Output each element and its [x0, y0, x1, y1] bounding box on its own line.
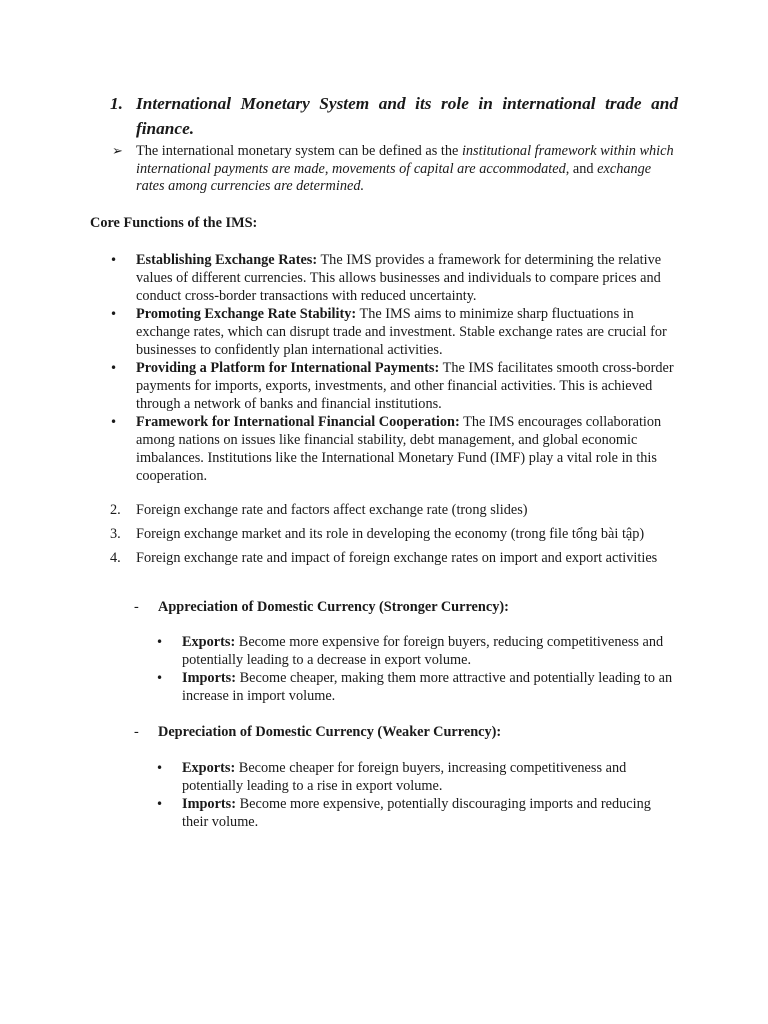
list-item [110, 359, 676, 413]
appreciation-list [156, 633, 678, 705]
list-item [156, 759, 678, 795]
bullet-icon: • [156, 635, 164, 649]
item-bold: Framework for International Financial Cooperation: [136, 414, 460, 430]
arrow-bullet-icon: ➢ [112, 144, 123, 159]
numbered-item [110, 522, 678, 546]
numbered-list [110, 498, 678, 570]
dash-bullet: - [134, 599, 139, 615]
heading-text: International Monetary System and its role in international trade and finance. [136, 94, 678, 138]
list-item [110, 413, 676, 485]
intro-italic-2: movements of capital are accommodated [332, 160, 566, 177]
item-text: Become more expensive, potentially discouraging imports and reducing their volume. [182, 796, 651, 830]
item-text: Foreign exchange market and its role in developing the economy (trong file tổng bài tập) [136, 526, 645, 542]
item-text: Foreign exchange rate and factors affect exchange rate (trong slides) [136, 502, 528, 518]
item-text: The IMS provides a framework for determining the relative values of different currencies. This allows businesses and individuals to compare prices and conduct cross-border transactions with reduced uncertainty. [136, 252, 662, 304]
numbered-item [110, 498, 678, 522]
bullet-icon: • [156, 797, 164, 811]
item-number: 2. [110, 502, 121, 518]
appreciation-heading [134, 598, 509, 616]
intro-italic-3: exchange rates among currencies are determined. [136, 160, 652, 195]
item-bold: Exports: [182, 634, 236, 650]
core-functions-list [110, 251, 676, 485]
intro-text [112, 143, 678, 196]
depreciation-heading [134, 723, 501, 741]
item-bold: Exports: [182, 760, 236, 776]
item-text: The IMS encourages collaboration among nations on issues like financial stability, debt management, and global economic imbalances. Institutions like the International Monetary Fund (IMF) play a vital role in this cooperation. [136, 414, 662, 484]
list-item [156, 669, 678, 705]
intro-italic-1: institutional framework within which international payments are made [136, 143, 674, 177]
intro-part-1: The international monetary system can be defined as the [136, 143, 462, 159]
core-functions-title: Core Functions of the IMS: [90, 215, 258, 231]
bullet-icon: • [110, 361, 118, 375]
list-item [156, 633, 678, 669]
item-bold: Imports: [182, 670, 237, 686]
bullet-icon: • [156, 671, 164, 685]
list-item [110, 305, 676, 359]
item-text: The IMS facilitates smooth cross-border payments for imports, exports, investments, and other financial activities. This is achieved through a network of banks and financial institutions. [136, 360, 674, 412]
depreciation-title: Depreciation of Domestic Currency (Weaker Currency): [158, 724, 502, 740]
section-heading-1 [110, 91, 678, 141]
item-text: Become cheaper, making them more attractive and potentially leading to an increase in import volume. [182, 670, 673, 704]
item-text: Foreign exchange rate and impact of foreign exchange rates on import and export activities [136, 550, 658, 566]
item-bold: Promoting Exchange Rate Stability: [136, 306, 357, 322]
appreciation-title: Appreciation of Domestic Currency (Stronger Currency): [158, 599, 509, 615]
bullet-icon: • [110, 253, 118, 267]
item-bold: Establishing Exchange Rates: [136, 252, 318, 268]
bullet-icon: • [110, 415, 118, 429]
item-bold: Providing a Platform for International Payments: [136, 360, 440, 376]
intro-part-3: , and [565, 160, 598, 177]
bullet-icon: • [156, 761, 164, 775]
item-number: 4. [110, 550, 121, 566]
intro-paragraph [112, 143, 678, 196]
depreciation-list [156, 759, 678, 831]
item-text: Become cheaper for foreign buyers, increasing competitiveness and potentially leading to a rise in export volume. [182, 760, 627, 794]
item-number: 3. [110, 526, 121, 542]
dash-bullet: - [134, 724, 139, 740]
item-text: The IMS aims to minimize sharp fluctuations in exchange rates, which can disrupt trade and investment. Stable exchange rates are crucial for businesses to confidently plan international activities. [136, 306, 667, 358]
item-bold: Imports: [182, 796, 237, 812]
item-text: Become more expensive for foreign buyers, reducing competitiveness and potentially leading to a decrease in export volume. [182, 634, 664, 668]
list-item [110, 251, 676, 305]
heading-number: 1. [110, 94, 123, 113]
bullet-icon: • [110, 307, 118, 321]
intro-part-2: , [324, 160, 333, 177]
numbered-item [110, 546, 678, 570]
list-item [156, 795, 678, 831]
